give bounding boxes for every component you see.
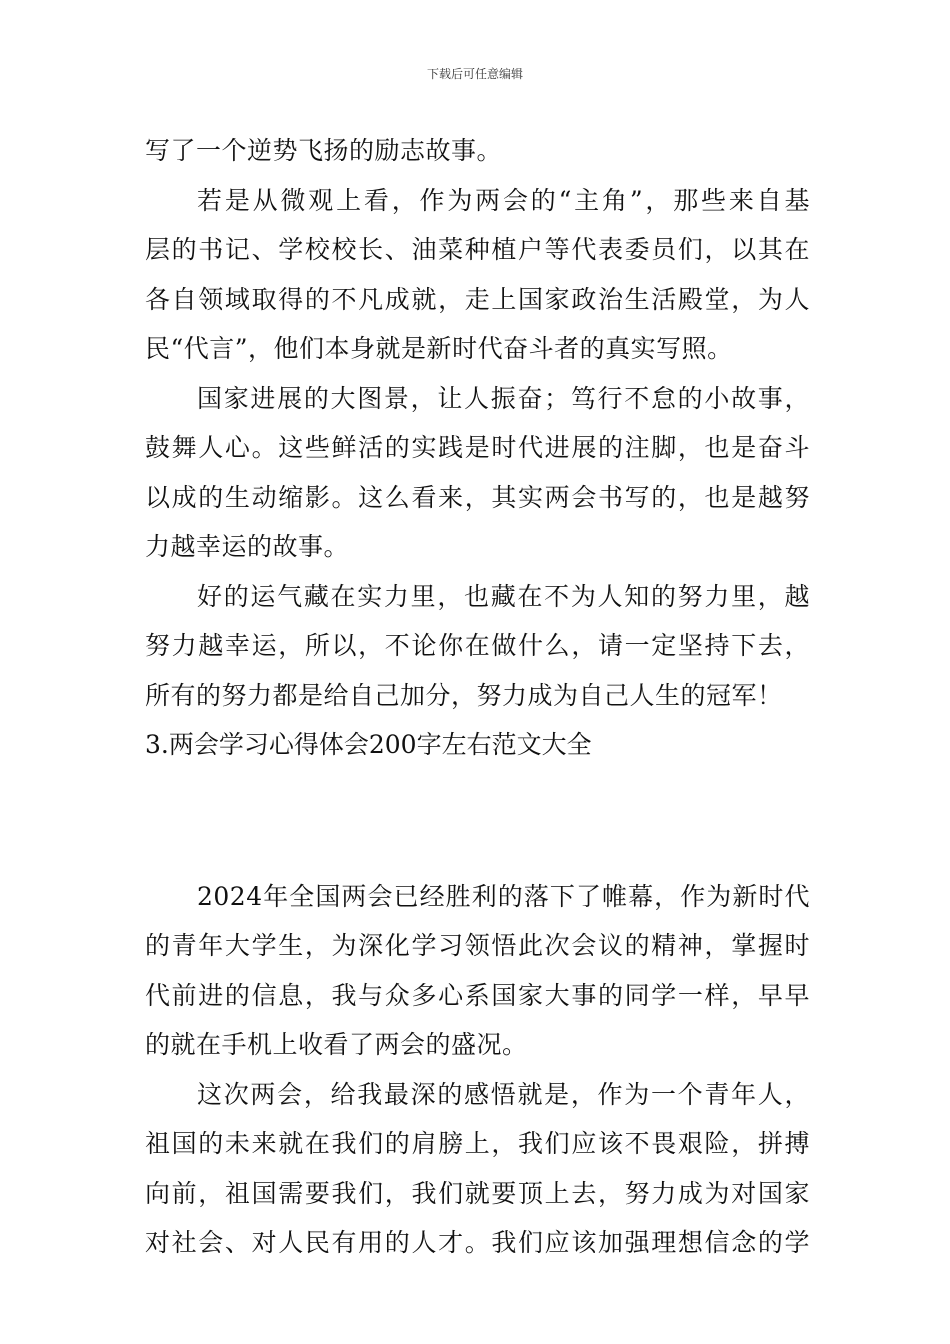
paragraph-line: 向前，祖国需要我们，我们就要顶上去，努力成为对国家	[145, 1178, 810, 1208]
paragraph-line: 努力越幸运，所以，不论你在做什么，请一定坚持下去，	[145, 631, 810, 660]
section-heading: 3.两会学习心得体会200字左右范文大全	[145, 730, 592, 759]
paragraph-line: 若是从微观上看，作为两会的“主角”，那些来自基	[197, 185, 810, 215]
paragraph-line: 民“代言”，他们本身就是新时代奋斗者的真实写照。	[145, 334, 733, 363]
document-body	[145, 126, 810, 1268]
paragraph-line: 好的运气藏在实力里，也藏在不为人知的努力里，越	[197, 581, 810, 611]
paragraph-line: 以成的生动缩影。这么看来，其实两会书写的，也是越努	[145, 482, 810, 512]
paragraph-line: 代前进的信息，我与众多心系国家大事的同学一样，早早	[145, 980, 810, 1010]
paragraph-line: 力越幸运的故事。	[145, 532, 350, 561]
paragraph-line: 这次两会，给我最深的感悟就是，作为一个青年人，	[197, 1079, 810, 1109]
paragraph-line: 鼓舞人心。这些鲜活的实践是时代进展的注脚，也是奋斗	[145, 433, 810, 462]
paragraph-line: 2024年全国两会已经胜利的落下了帷幕，作为新时代	[197, 881, 810, 911]
paragraph-line: 祖国的未来就在我们的肩膀上，我们应该不畏艰险，拼搏	[145, 1129, 810, 1158]
paragraph-line: 国家进展的大图景，让人振奋；笃行不怠的小故事，	[197, 383, 810, 413]
paragraph-line: 对社会、对人民有用的人才。我们应该加强理想信念的学	[145, 1228, 810, 1257]
paragraph-line: 所有的努力都是给自己加分，努力成为自己人生的冠军！	[145, 680, 783, 710]
paragraph-line: 层的书记、学校校长、油菜种植户等代表委员们，以其在	[145, 235, 810, 264]
section-spacer	[145, 770, 810, 872]
paragraph-line: 各自领域取得的不凡成就，走上国家政治生活殿堂，为人	[145, 284, 810, 314]
paragraph-line: 的青年大学生，为深化学习领悟此次会议的精神，掌握时	[145, 931, 810, 960]
paragraph-line: 写了一个逆势飞扬的励志故事。	[145, 136, 503, 165]
page-header: 下载后可任意编辑	[426, 67, 523, 81]
paragraph-line: 的就在手机上收看了两会的盛况。	[145, 1030, 528, 1059]
